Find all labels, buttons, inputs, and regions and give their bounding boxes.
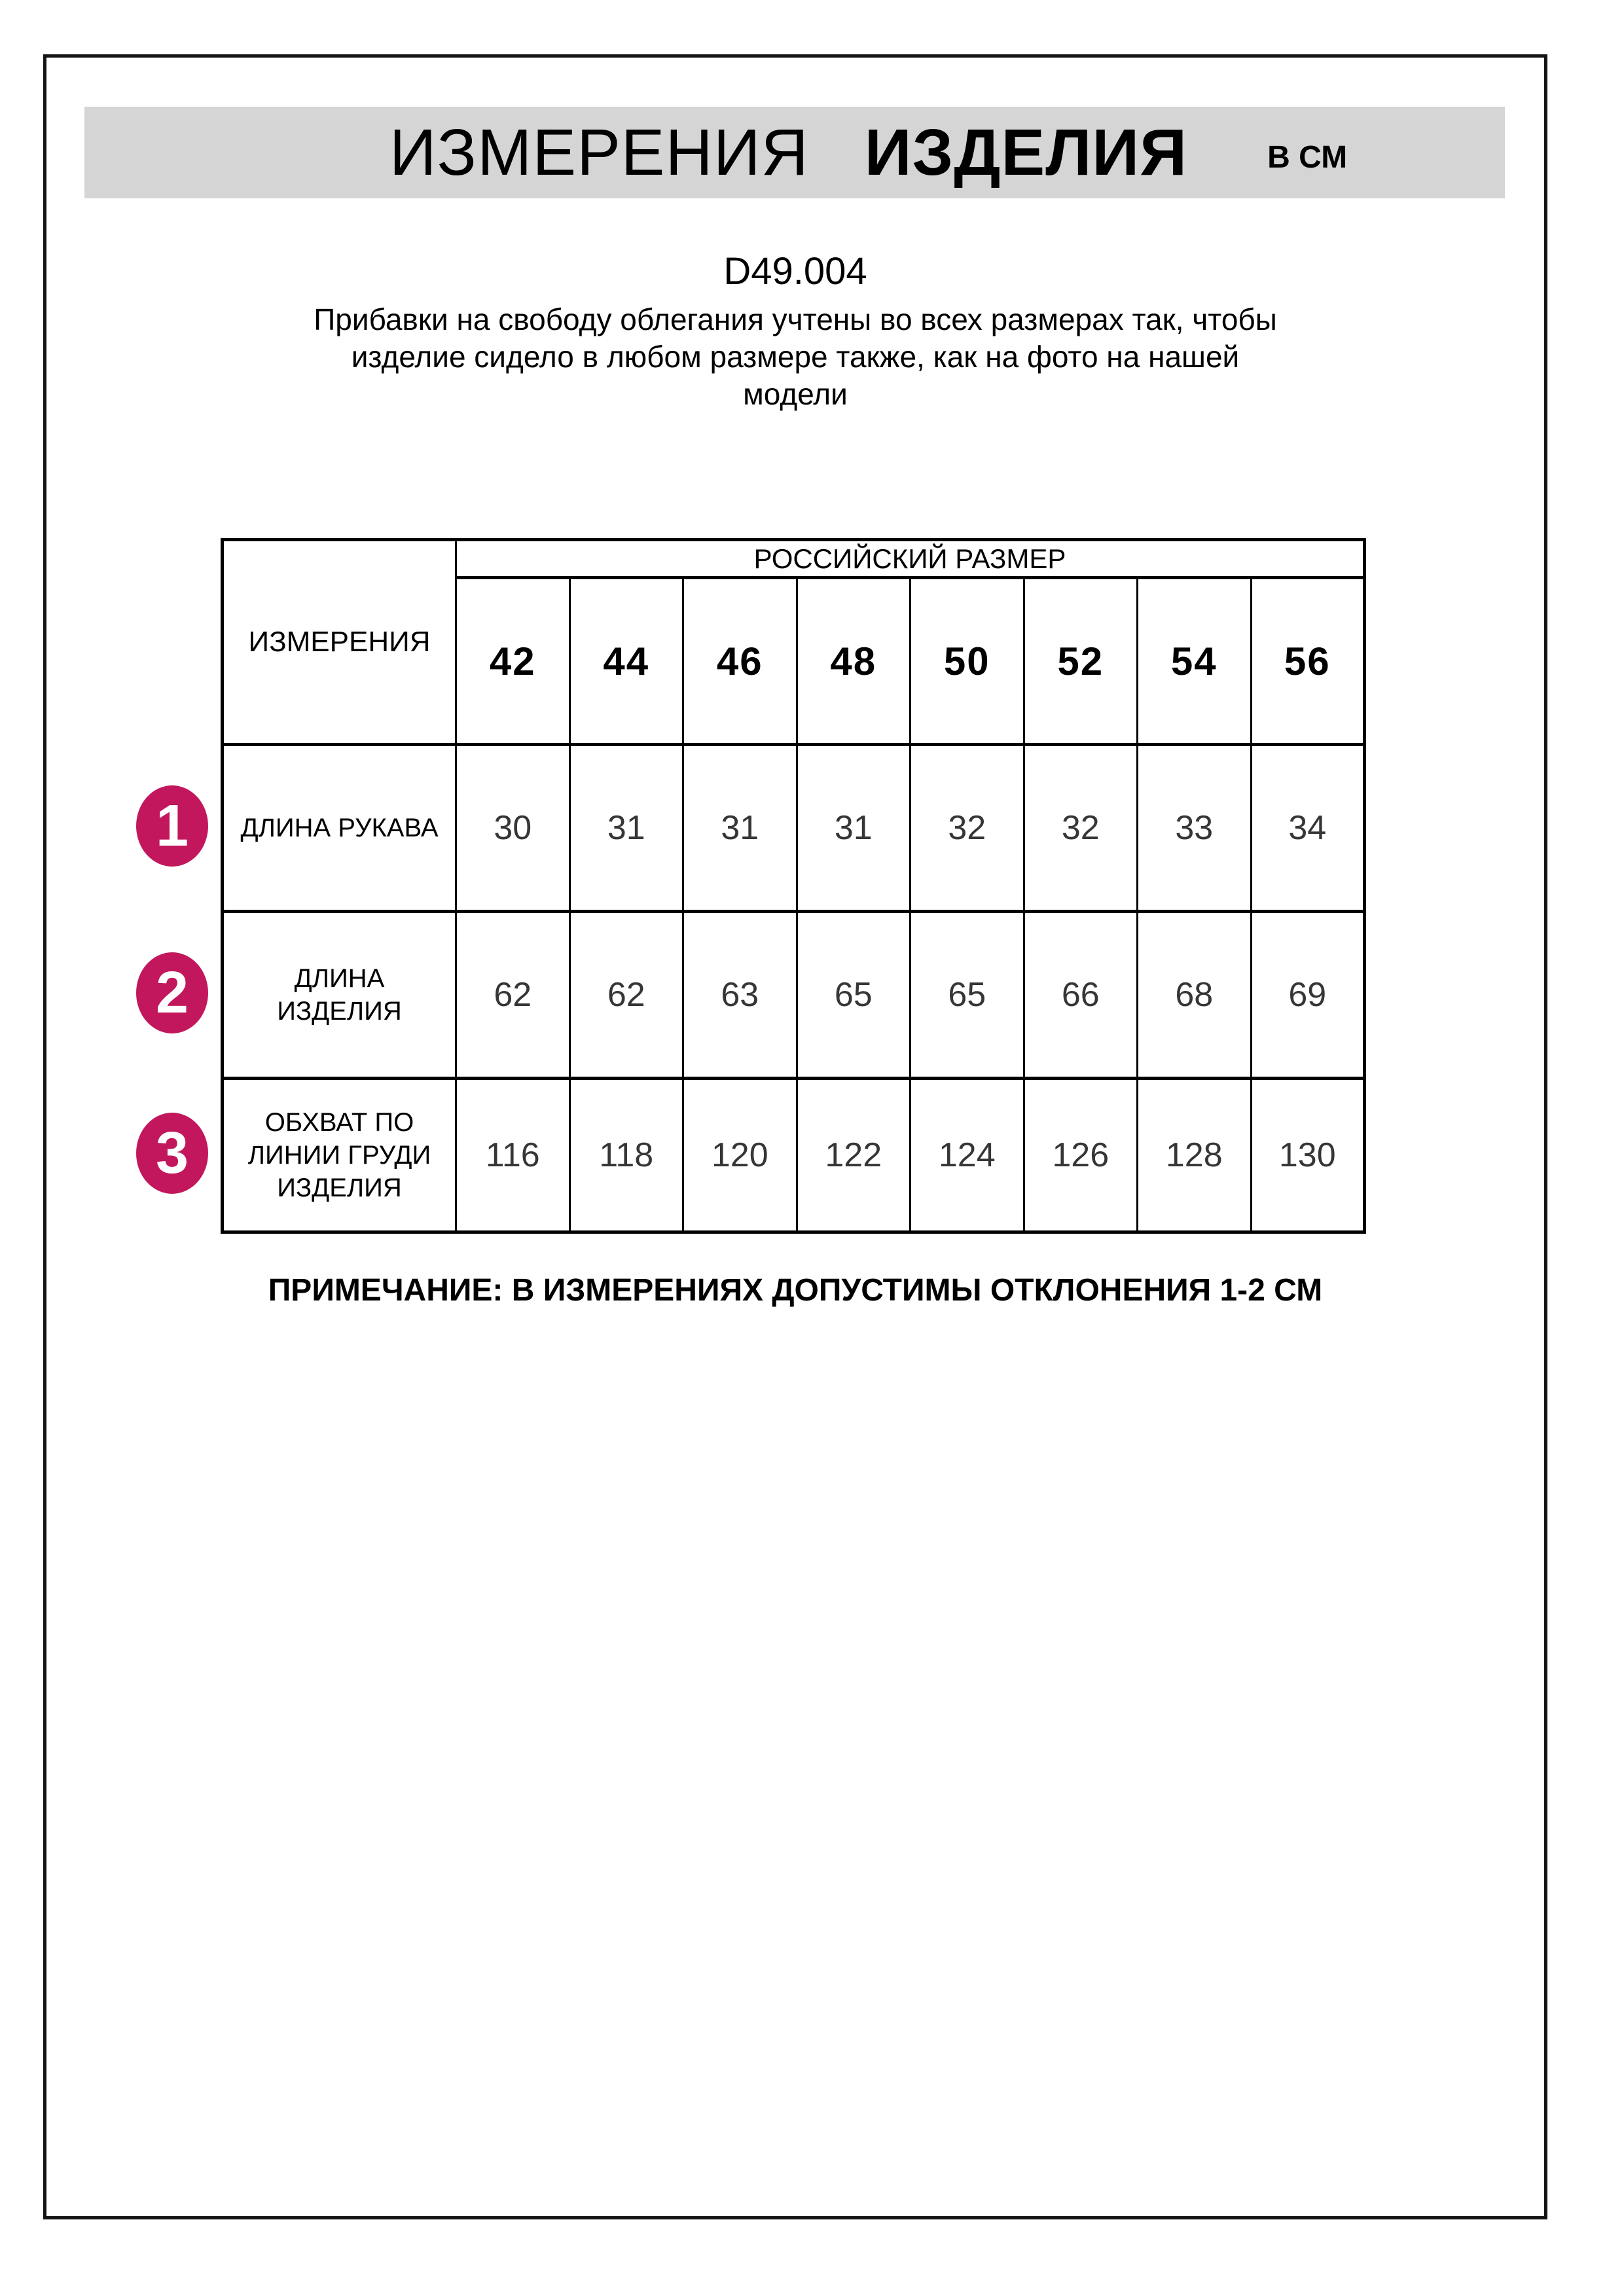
- value-cell: 69: [1251, 912, 1365, 1079]
- value-cell: 31: [797, 745, 911, 912]
- measurement-row-chest-girth: [223, 1079, 1365, 1232]
- intro-line-1: Прибавки на свободу облегания учтены во всех размерах так, чтобы: [314, 302, 1277, 336]
- row-label: ДЛИНА РУКАВА: [223, 745, 456, 912]
- page-frame: [43, 54, 1547, 2219]
- measurement-row-sleeve-length: [223, 745, 1365, 912]
- row-label: ОБХВАТ ПО ЛИНИИ ГРУДИ ИЗДЕЛИЯ: [223, 1079, 456, 1232]
- value-cell: 31: [683, 745, 797, 912]
- value-cell: 124: [911, 1079, 1024, 1232]
- value-cell: 120: [683, 1079, 797, 1232]
- value-cell: 62: [456, 912, 570, 1079]
- product-code: D49.004: [723, 250, 867, 293]
- value-cell: 33: [1138, 745, 1252, 912]
- measurement-badge-2: 2: [136, 952, 208, 1033]
- value-cell: 65: [797, 912, 911, 1079]
- size-header-44: 44: [569, 578, 683, 745]
- title-units: В СМ: [1267, 139, 1348, 175]
- measurement-row-garment-length: [223, 912, 1365, 1079]
- size-header-54: 54: [1138, 578, 1252, 745]
- size-header-50: 50: [911, 578, 1024, 745]
- value-cell: 130: [1251, 1079, 1365, 1232]
- size-header-48: 48: [797, 578, 911, 745]
- measurement-badge-3: 3: [136, 1113, 208, 1194]
- title-bar: [84, 107, 1505, 198]
- value-cell: 31: [569, 745, 683, 912]
- title-product: ИЗДЕЛИЯ: [864, 115, 1188, 189]
- size-table: [221, 538, 1366, 1234]
- intro-line-3: модели: [743, 377, 848, 411]
- value-cell: 68: [1138, 912, 1252, 1079]
- value-cell: 63: [683, 912, 797, 1079]
- value-cell: 32: [911, 745, 1024, 912]
- size-header-46: 46: [683, 578, 797, 745]
- measurement-badge-1: 1: [136, 785, 208, 867]
- size-header-56: 56: [1251, 578, 1365, 745]
- tolerance-note: ПРИМЕЧАНИЕ: В ИЗМЕРЕНИЯХ ДОПУСТИМЫ ОТКЛОНЕНИЯ 1-2 СМ: [268, 1273, 1323, 1308]
- size-header-52: 52: [1024, 578, 1138, 745]
- value-cell: 32: [1024, 745, 1138, 912]
- size-header-42: 42: [456, 578, 570, 745]
- value-cell: 118: [569, 1079, 683, 1232]
- row-label: ДЛИНА ИЗДЕЛИЯ: [223, 912, 456, 1079]
- size-group-header: РОССИЙСКИЙ РАЗМЕР: [456, 540, 1365, 578]
- value-cell: 62: [569, 912, 683, 1079]
- value-cell: 30: [456, 745, 570, 912]
- value-cell: 34: [1251, 745, 1365, 912]
- value-cell: 65: [911, 912, 1024, 1079]
- value-cell: 66: [1024, 912, 1138, 1079]
- value-cell: 122: [797, 1079, 911, 1232]
- intro-paragraph: [46, 301, 1544, 413]
- intro-line-2: изделие сидело в любом размере также, как на фото на нашей: [351, 340, 1240, 374]
- corner-label: ИЗМЕРЕНИЯ: [223, 540, 456, 745]
- value-cell: 116: [456, 1079, 570, 1232]
- group-header-row: [223, 540, 1365, 578]
- value-cell: 126: [1024, 1079, 1138, 1232]
- value-cell: 128: [1138, 1079, 1252, 1232]
- title-measurements: ИЗМЕРЕНИЯ: [389, 115, 809, 189]
